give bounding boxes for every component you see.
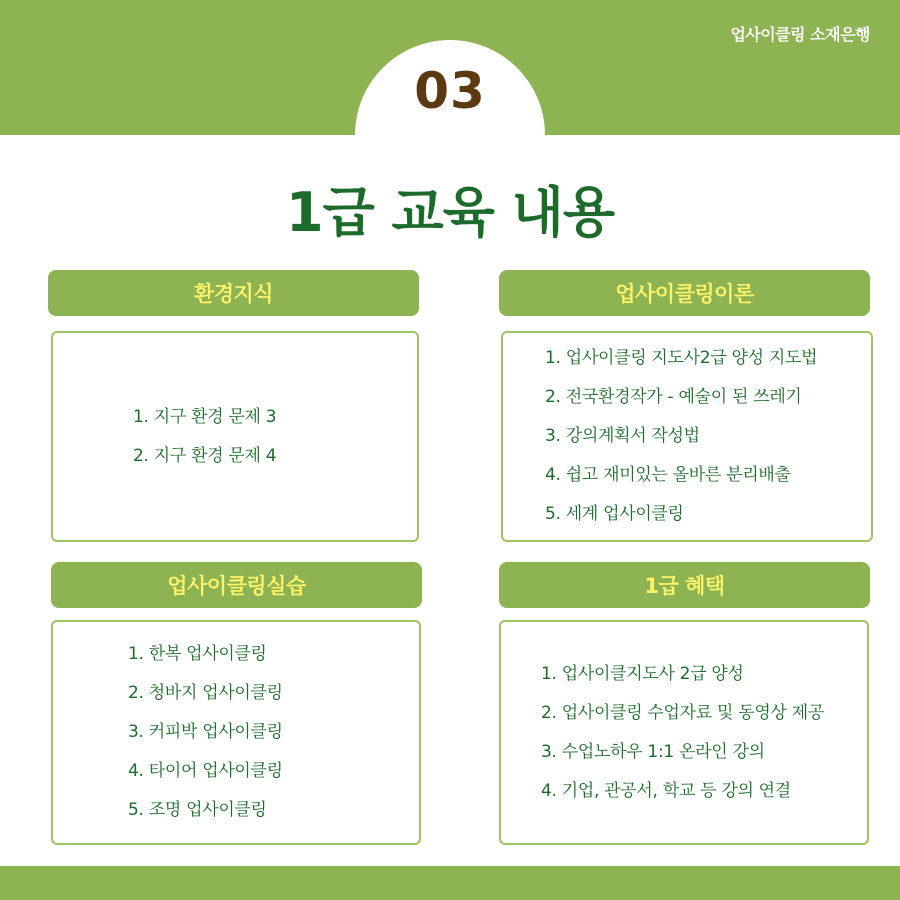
list-item: 5. 세계 업사이클링 [545,504,684,524]
bottom-banner [0,866,900,900]
list-benefit [541,655,867,811]
list-theory [545,339,871,534]
list-item: 4. 쉽고 재미있는 올바른 분리배출 [545,465,791,485]
section-header-benefit: 1급 혜택 [499,562,870,608]
list-item: 2. 지구 환경 문제 4 [133,445,277,466]
section-header-practice: 업사이클링실습 [51,562,422,608]
section-header-theory: 업사이클링이론 [499,270,870,316]
list-item: 3. 강의계획서 작성법 [545,426,700,446]
section-header-env: 환경지식 [48,270,419,316]
content-box-theory [501,331,873,542]
list-item: 4. 기업, 관공서, 학교 등 강의 연결 [541,780,791,801]
content-box-env [51,331,419,542]
list-item: 4. 타이어 업사이클링 [128,761,283,781]
list-item: 2. 청바지 업사이클링 [128,683,283,703]
list-practice [128,635,419,830]
list-item: 1. 한복 업사이클링 [128,644,267,664]
list-item: 2. 전국환경작가 - 예술이 된 쓰레기 [545,387,802,407]
list-item: 2. 업사이클링 수업자료 및 동영상 제공 [541,702,824,723]
content-box-benefit [499,620,869,845]
list-item: 3. 수업노하우 1:1 온라인 강의 [541,741,765,762]
list-item: 3. 커피박 업사이클링 [128,722,283,742]
brand-label: 업사이클링 소재은행 [730,25,870,44]
list-env [133,398,417,476]
list-item: 5. 조명 업사이클링 [128,800,267,820]
page-title: 1급 교육 내용 [286,181,614,244]
list-item: 1. 업사이클지도사 2급 양성 [541,663,744,684]
list-item: 1. 업사이클링 지도사2급 양성 지도법 [545,348,818,368]
section-number: 03 [414,62,486,120]
list-item: 1. 지구 환경 문제 3 [133,406,277,427]
content-box-practice [51,620,421,845]
